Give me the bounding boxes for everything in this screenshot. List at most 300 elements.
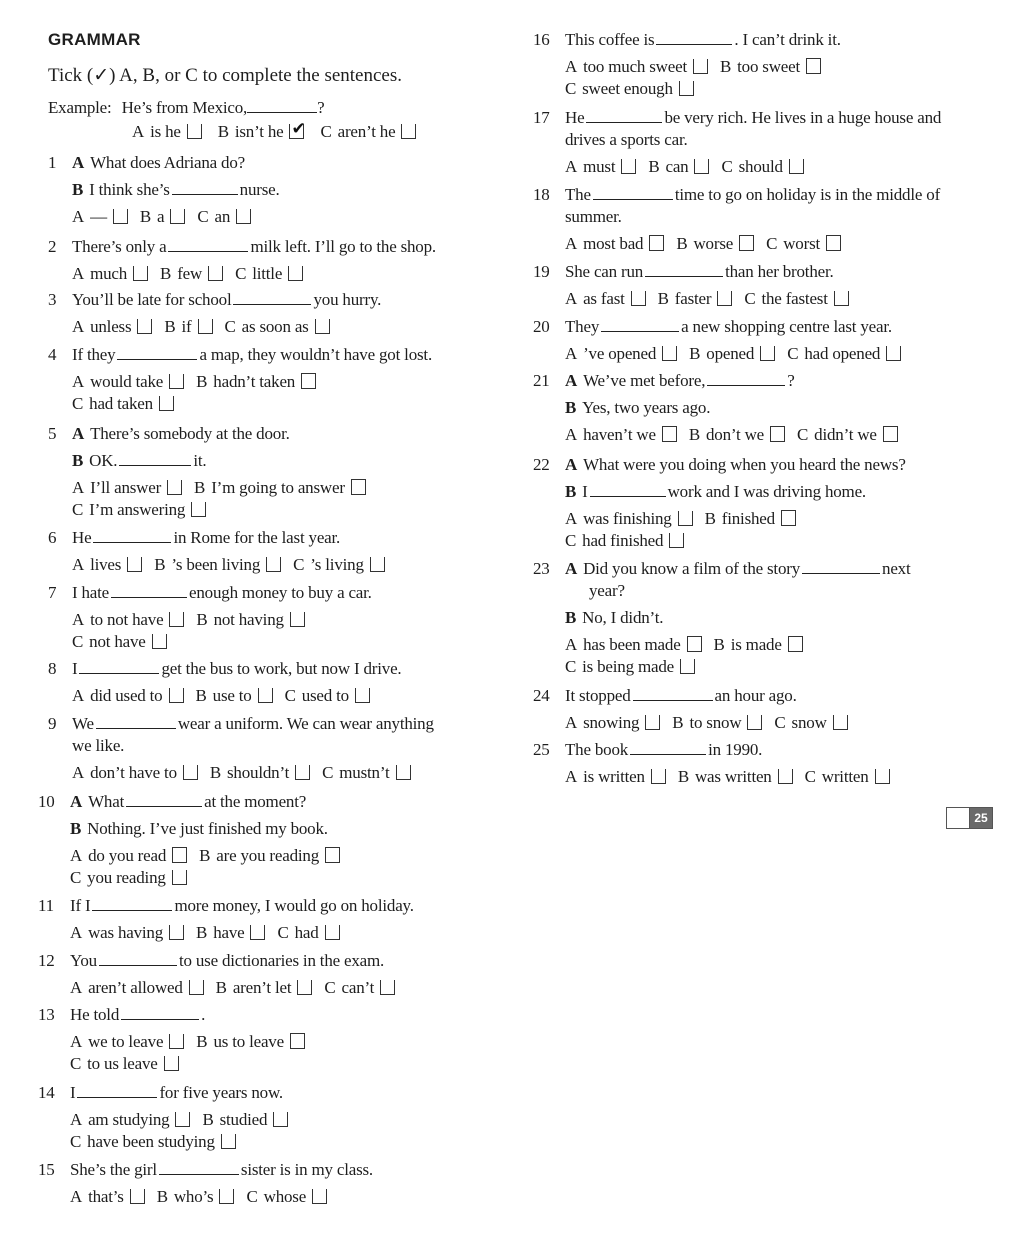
ticked-checkbox[interactable] [289,124,304,139]
option-b[interactable] [705,508,796,530]
option-c[interactable] [197,206,251,228]
option-a[interactable] [565,508,693,530]
option-text: you reading [87,868,166,887]
option-a[interactable] [70,845,187,867]
question-text: If I [70,896,91,915]
answer-checkbox[interactable] [169,688,184,703]
answer-checkbox[interactable] [172,870,187,885]
option-text: didn’t we [814,425,877,444]
answer-blank[interactable] [79,658,159,674]
answer-blank[interactable] [96,713,176,729]
answer-checkbox[interactable] [290,1033,305,1049]
option-letter: A [70,923,83,942]
answer-checkbox[interactable] [370,557,385,572]
answer-checkbox[interactable] [169,1034,184,1049]
answer-checkbox[interactable] [187,124,202,139]
option-letter: A [565,234,578,253]
question-text: an hour ago. [714,686,797,705]
option-text: lives [90,555,122,574]
option-c[interactable] [72,393,174,415]
answer-checkbox[interactable] [826,235,841,251]
answer-checkbox[interactable] [396,765,411,780]
answer-checkbox[interactable] [170,209,185,224]
answer-blank[interactable] [630,739,706,755]
option-c[interactable] [766,233,841,255]
example-text: He’s from Mexico, [121,98,248,117]
question-text: You [70,951,97,970]
option-text: worse [693,234,734,253]
answer-checkbox[interactable] [662,426,677,442]
question-number: 13 [38,1005,55,1024]
answer-checkbox[interactable] [651,769,666,784]
speaker-label: B [72,180,84,199]
answer-checkbox[interactable] [649,235,664,251]
answer-blank[interactable] [92,895,172,911]
answer-blank[interactable] [247,97,317,113]
question-1-options [72,206,263,228]
option-a[interactable] [72,206,128,228]
question-5-options [72,477,378,499]
answer-checkbox[interactable] [669,533,684,548]
option-text: don’t we [705,425,765,444]
option-a[interactable] [70,1031,184,1053]
option-letter: C [787,344,799,363]
answer-blank[interactable] [99,950,177,966]
option-text: faster [674,289,712,308]
option-text: is he [150,122,181,141]
option-b[interactable] [140,206,186,228]
answer-checkbox[interactable] [693,59,708,74]
option-text: sweet enough [582,79,673,98]
option-text: haven’t we [583,425,656,444]
option-a[interactable] [72,609,184,631]
option-a[interactable] [565,288,646,310]
answer-checkbox[interactable] [175,1112,190,1127]
option-c[interactable] [565,656,695,678]
answer-checkbox[interactable] [191,502,206,517]
question-number: 18 [533,185,550,204]
option-text: much [90,264,128,283]
example-option-a [132,121,202,143]
option-b[interactable] [196,1031,305,1053]
answer-blank[interactable] [172,179,238,195]
option-text: should [738,157,783,176]
answer-blank[interactable] [168,236,248,252]
option-c[interactable] [293,554,385,576]
option-letter: C [197,207,209,226]
answer-blank[interactable] [645,261,723,277]
option-b[interactable] [196,371,316,393]
option-text: had taken [89,394,153,413]
question-text: next [882,559,911,578]
option-a[interactable] [565,156,636,178]
answer-checkbox[interactable] [208,266,223,281]
answer-checkbox[interactable] [301,373,316,389]
answer-checkbox[interactable] [189,980,204,995]
option-letter: B [160,264,172,283]
question-text: more money, I would go on holiday. [174,896,414,915]
answer-checkbox[interactable] [236,209,251,224]
question-text: summer. [565,207,622,226]
option-a[interactable] [565,233,664,255]
answer-checkbox[interactable] [325,925,340,940]
answer-checkbox[interactable] [679,81,694,96]
answer-checkbox[interactable] [133,266,148,281]
option-a[interactable] [70,1186,145,1208]
option-text: ’s been living [171,555,261,574]
option-text: ’ve opened [583,344,657,363]
answer-checkbox[interactable] [250,925,265,940]
option-b[interactable] [154,554,281,576]
question-text: time to go on holiday is in the middle of [674,185,941,204]
question-5-line-1 [48,423,290,445]
option-letter: C [284,686,296,705]
answer-checkbox[interactable] [621,159,636,174]
option-letter: A [565,57,578,76]
option-letter: A [132,122,145,141]
question-9-line-2 [48,735,124,757]
option-letter: A [72,478,85,497]
option-letter: A [565,767,578,786]
option-a[interactable] [72,477,182,499]
example-label: Example: [48,98,112,117]
answer-checkbox[interactable] [130,1189,145,1204]
option-text: is being made [582,657,674,676]
answer-checkbox[interactable] [137,319,152,334]
option-a[interactable] [565,56,708,78]
option-c[interactable] [721,156,803,178]
option-c[interactable] [565,78,694,100]
answer-checkbox[interactable] [258,688,273,703]
option-letter: B [154,555,166,574]
answer-checkbox[interactable] [169,374,184,389]
answer-blank[interactable] [126,791,202,807]
question-text: in 1990. [708,740,763,759]
answer-blank[interactable] [707,370,785,386]
option-a[interactable] [565,712,660,734]
answer-checkbox[interactable] [351,479,366,495]
option-text: us to leave [213,1032,284,1051]
question-15-options [70,1186,339,1208]
answer-checkbox[interactable] [380,980,395,995]
answer-blank[interactable] [111,582,187,598]
question-text: What [88,792,125,811]
answer-blank[interactable] [590,481,666,497]
answer-blank[interactable] [601,316,679,332]
option-c[interactable] [774,712,847,734]
answer-checkbox[interactable] [167,480,182,495]
answer-checkbox[interactable] [219,1189,234,1204]
option-b[interactable] [157,1186,235,1208]
option-letter: C [565,79,577,98]
option-c[interactable] [70,867,187,889]
option-b[interactable] [160,263,223,285]
answer-checkbox[interactable] [662,346,677,361]
option-b[interactable] [199,845,340,867]
answer-checkbox[interactable] [645,715,660,730]
option-letter: C [774,713,786,732]
question-22-line-2 [533,481,866,503]
answer-checkbox[interactable] [631,291,646,306]
option-text: aren’t he [337,122,396,141]
answer-checkbox[interactable] [401,124,416,139]
answer-checkbox[interactable] [886,346,901,361]
answer-checkbox[interactable] [290,612,305,627]
question-19-options [565,288,861,310]
answer-checkbox[interactable] [172,847,187,863]
answer-blank[interactable] [119,450,191,466]
question-number: 15 [38,1160,55,1179]
answer-checkbox[interactable] [164,1056,179,1071]
option-a[interactable] [70,1109,190,1131]
question-13-options [70,1053,191,1075]
option-letter: B [139,207,152,226]
question-number: 23 [533,559,550,578]
option-c[interactable] [285,685,370,707]
answer-checkbox[interactable] [687,636,702,652]
option-c[interactable] [787,343,901,365]
question-text: If they [72,345,116,364]
answer-checkbox[interactable] [113,209,128,224]
option-letter: B [196,610,208,629]
option-a[interactable] [72,554,142,576]
option-text: has been made [583,635,681,654]
option-a[interactable] [70,977,204,999]
answer-blank[interactable] [121,1004,199,1020]
option-letter: C [72,632,84,651]
option-text: to not have [90,610,164,629]
option-text: do you read [88,846,167,865]
option-c[interactable] [235,263,303,285]
option-b[interactable] [196,685,273,707]
option-text: a [157,207,165,226]
option-letter: A [72,763,85,782]
question-24-line-1 [533,685,797,707]
question-number: 7 [48,583,57,602]
answer-checkbox[interactable] [183,765,198,780]
option-c[interactable] [797,424,898,446]
answer-checkbox[interactable] [747,715,762,730]
option-a[interactable] [565,766,666,788]
answer-checkbox[interactable] [198,319,213,334]
option-a[interactable] [72,762,198,784]
answer-blank[interactable] [77,1082,157,1098]
question-3-line-1 [48,289,381,311]
option-c[interactable] [70,1053,179,1075]
option-b[interactable] [216,977,313,999]
option-b[interactable] [720,56,821,78]
question-24-options [565,712,860,734]
answer-checkbox[interactable] [739,235,754,251]
question-text: I [70,1083,76,1102]
answer-blank[interactable] [586,107,662,123]
question-text: to use dictionaries in the exam. [178,951,385,970]
question-number: 2 [48,237,57,256]
question-text: a new shopping centre last year. [681,317,892,336]
option-c[interactable] [72,499,206,521]
question-text: What does Adriana do? [90,153,245,172]
option-b[interactable] [648,156,709,178]
option-b[interactable] [164,316,212,338]
question-text: nurse. [239,180,280,199]
option-letter: C [565,531,577,550]
answer-checkbox[interactable] [678,511,693,526]
question-6-line-1 [48,527,340,549]
speaker-label: B [72,451,84,470]
question-17-line-1 [533,107,941,129]
question-text: work and I was driving home. [667,482,866,501]
option-b[interactable] [678,766,793,788]
answer-checkbox[interactable] [680,659,695,674]
option-text: can [665,157,689,176]
option-c[interactable] [805,766,890,788]
option-a[interactable] [72,371,184,393]
option-text: to us leave [87,1054,158,1073]
answer-blank[interactable] [656,29,732,45]
answer-blank[interactable] [93,527,171,543]
option-a[interactable] [565,424,677,446]
answer-checkbox[interactable] [806,58,821,74]
answer-checkbox[interactable] [355,688,370,703]
question-4-options [72,371,328,393]
option-b[interactable] [194,477,366,499]
question-text: milk left. I’ll go to the shop. [250,237,436,256]
question-number: 9 [48,714,57,733]
option-letter: B [719,57,732,76]
question-text: you hurry. [313,290,382,309]
option-letter: B [196,923,208,942]
question-text: we like. [72,736,125,755]
answer-checkbox[interactable] [760,346,775,361]
option-text: don’t have to [90,763,177,782]
option-letter: B [199,846,211,865]
answer-checkbox[interactable] [315,319,330,334]
answer-checkbox[interactable] [789,159,804,174]
answer-checkbox[interactable] [221,1134,236,1149]
answer-blank[interactable] [117,344,197,360]
option-a[interactable] [72,685,184,707]
answer-checkbox[interactable] [778,769,793,784]
answer-checkbox[interactable] [273,1112,288,1127]
answer-checkbox[interactable] [833,715,848,730]
option-b[interactable] [676,233,754,255]
option-a[interactable] [72,316,152,338]
answer-checkbox[interactable] [770,426,785,442]
option-letter: C [744,289,756,308]
answer-checkbox[interactable] [169,925,184,940]
question-text: in Rome for the last year. [173,528,341,547]
score-entry-box[interactable] [946,807,970,829]
option-letter: B [672,713,684,732]
answer-checkbox[interactable] [883,426,898,442]
question-8-options [72,685,382,707]
option-text: we to leave [88,1032,164,1051]
option-text: ’s living [310,555,364,574]
option-letter: A [70,1110,83,1129]
option-letter: C [766,234,778,253]
option-a[interactable] [565,634,702,656]
question-7-options [72,609,317,631]
answer-checkbox[interactable] [312,1189,327,1204]
question-text: The book [565,740,629,759]
answer-checkbox[interactable] [781,510,796,526]
answer-checkbox[interactable] [295,765,310,780]
option-c[interactable] [72,631,167,653]
answer-blank[interactable] [802,558,880,574]
question-16-line-1 [533,29,841,51]
question-text: They [565,317,600,336]
answer-blank[interactable] [159,1159,239,1175]
option-b[interactable] [202,1109,288,1131]
question-4-line-1 [48,344,432,366]
answer-checkbox[interactable] [694,159,709,174]
question-5-options [72,499,218,521]
answer-checkbox[interactable] [788,636,803,652]
option-letter: A [72,610,85,629]
option-c[interactable] [324,977,395,999]
question-number: 21 [533,371,550,390]
option-b[interactable] [658,288,733,310]
option-text: have [213,923,245,942]
option-c[interactable] [225,316,330,338]
option-c[interactable] [565,530,684,552]
answer-checkbox[interactable] [169,612,184,627]
option-c[interactable] [744,288,848,310]
answer-blank[interactable] [593,184,673,200]
option-a[interactable] [70,922,184,944]
answer-checkbox[interactable] [834,291,849,306]
option-c[interactable] [277,922,339,944]
option-text: am studying [88,1110,170,1129]
answer-checkbox[interactable] [159,396,174,411]
question-text: drives a sports car. [565,130,688,149]
option-c[interactable] [70,1131,236,1153]
answer-checkbox[interactable] [875,769,890,784]
answer-checkbox[interactable] [288,266,303,281]
question-text: It stopped [565,686,631,705]
option-b[interactable] [196,922,265,944]
option-letter: A [72,264,85,283]
option-letter: B [648,157,660,176]
option-b[interactable] [714,634,803,656]
option-c[interactable] [322,762,410,784]
answer-checkbox[interactable] [325,847,340,863]
option-b[interactable] [689,343,775,365]
option-b[interactable] [689,424,785,446]
question-21-line-2 [533,397,710,419]
option-b[interactable] [672,712,762,734]
option-a[interactable] [565,343,677,365]
question-number: 22 [533,455,550,474]
question-number: 14 [38,1083,55,1102]
answer-checkbox[interactable] [266,557,281,572]
answer-blank[interactable] [633,685,713,701]
answer-checkbox[interactable] [717,291,732,306]
answer-checkbox[interactable] [127,557,142,572]
answer-checkbox[interactable] [152,634,167,649]
option-c[interactable] [246,1186,327,1208]
option-b[interactable] [210,762,310,784]
option-letter: B [217,122,229,141]
option-a[interactable] [72,263,148,285]
question-text: enough money to buy a car. [189,583,372,602]
answer-checkbox[interactable] [297,980,312,995]
question-23-line-1 [533,558,910,580]
question-number: 10 [38,792,55,811]
answer-blank[interactable] [233,289,311,305]
option-b[interactable] [196,609,304,631]
option-letter: B [196,372,208,391]
